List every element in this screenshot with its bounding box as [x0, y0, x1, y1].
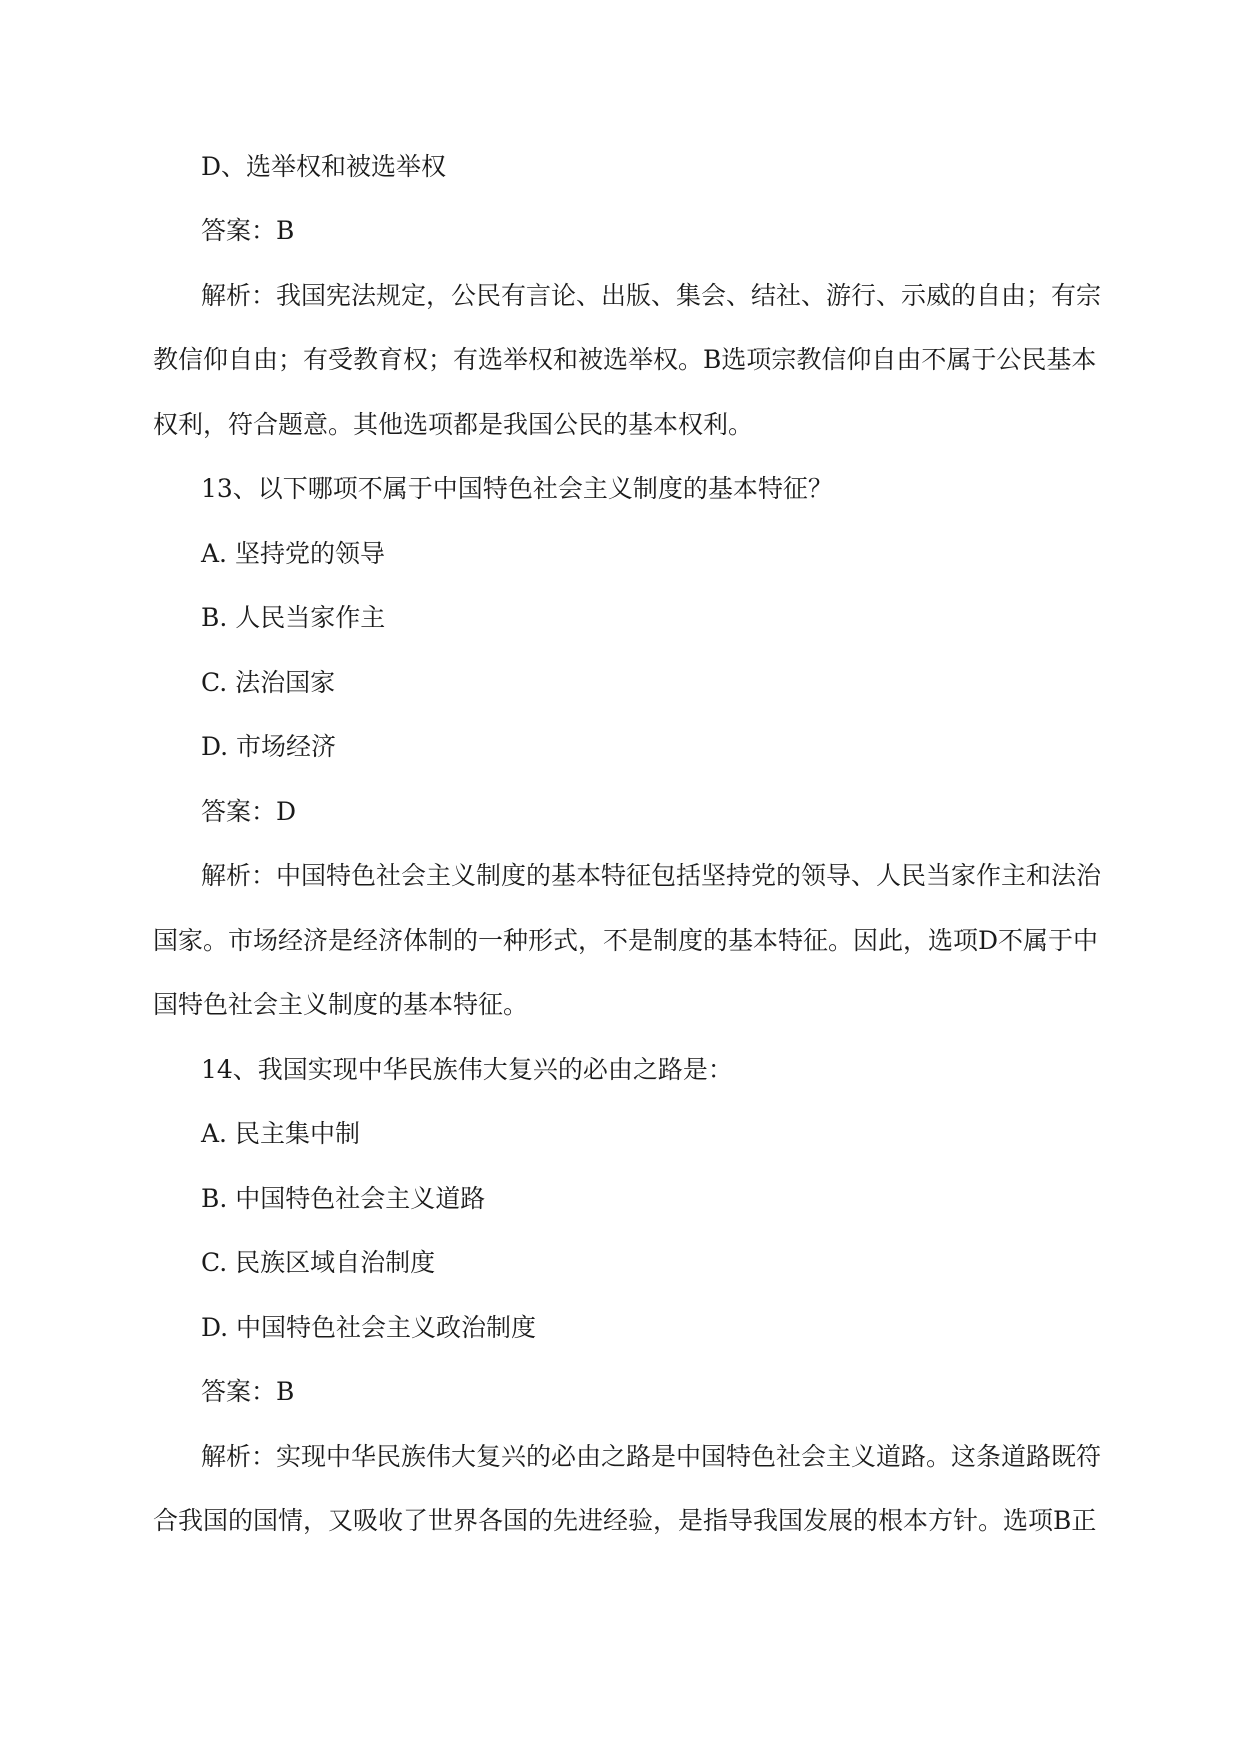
q12-answer: 答案：B [201, 216, 295, 245]
q13-analysis-line-1: 解析：中国特色社会主义制度的基本特征包括坚持党的领导、人民当家作主和法治 [201, 861, 1102, 890]
q13-option-d: D. 市场经济 [201, 732, 337, 761]
q13-option-c: C. 法治国家 [201, 668, 336, 697]
q13-answer: 答案：D [201, 797, 297, 826]
q13-option-b: B. 人民当家作主 [201, 603, 386, 632]
q14-question: 14、我国实现中华民族伟大复兴的必由之路是： [201, 1055, 733, 1084]
q14-analysis-line-1: 解析：实现中华民族伟大复兴的必由之路是中国特色社会主义道路。这条道路既符 [201, 1442, 1102, 1471]
q12-analysis-line-3: 权利，符合题意。其他选项都是我国公民的基本权利。 [153, 410, 754, 439]
q13-option-a: A. 坚持党的领导 [201, 539, 385, 568]
q14-analysis-line-2: 合我国的国情，又吸收了世界各国的先进经验，是指导我国发展的根本方针。选项B正 [153, 1506, 1097, 1535]
q13-analysis-line-3: 国特色社会主义制度的基本特征。 [153, 990, 529, 1019]
q14-option-d: D. 中国特色社会主义政治制度 [201, 1313, 537, 1342]
q12-analysis-line-1: 解析：我国宪法规定，公民有言论、出版、集会、结社、游行、示威的自由；有宗 [201, 281, 1102, 310]
q14-option-c: C. 民族区域自治制度 [201, 1248, 436, 1277]
q14-option-b: B. 中国特色社会主义道路 [201, 1184, 486, 1213]
q14-answer: 答案：B [201, 1377, 295, 1406]
q12-option-d: D、选举权和被选举权 [201, 152, 447, 181]
q13-analysis-line-2: 国家。市场经济是经济体制的一种形式，不是制度的基本特征。因此，选项D不属于中 [153, 926, 1099, 955]
q12-analysis-line-2: 教信仰自由；有受教育权；有选举权和被选举权。B选项宗教信仰自由不属于公民基本 [153, 345, 1097, 374]
q14-option-a: A. 民主集中制 [201, 1119, 360, 1148]
q13-question: 13、以下哪项不属于中国特色社会主义制度的基本特征？ [201, 474, 833, 503]
